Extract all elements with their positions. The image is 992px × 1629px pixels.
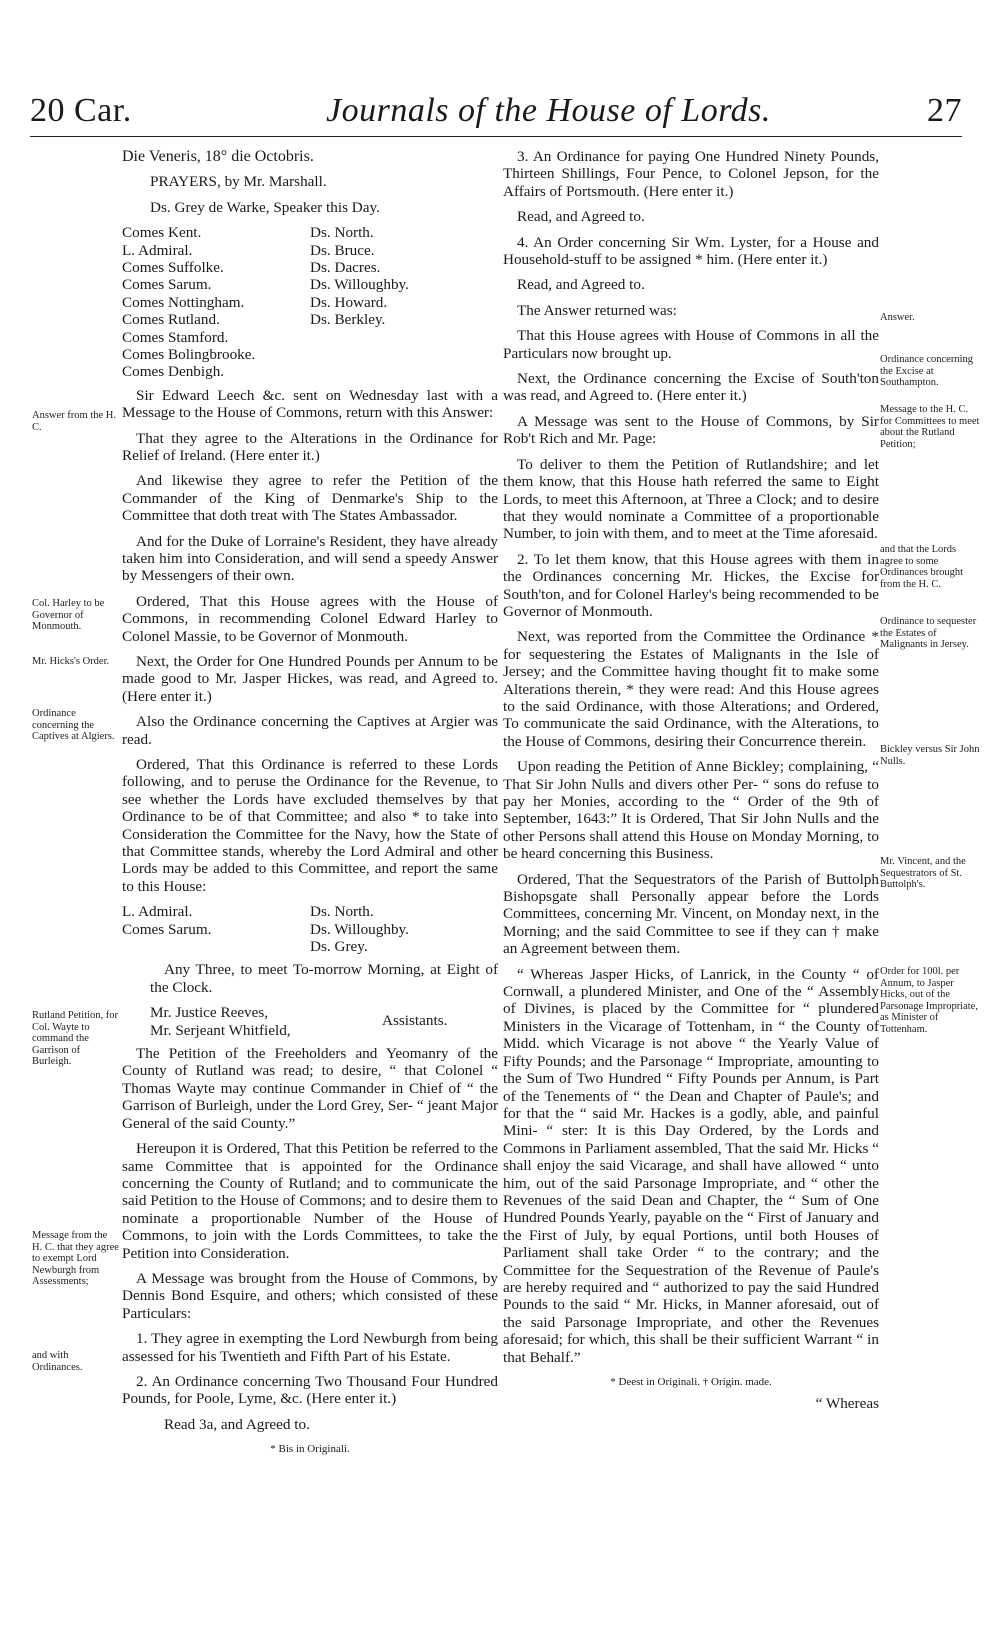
margin-note: Mr. Vincent, and the Sequestrators of St. Buttolph's.	[880, 856, 966, 890]
assistants-label: Assistants.	[382, 1012, 448, 1030]
paragraph: “ Whereas Jasper Hicks, of Lanrick, in the County “ of Cornwall, a plundered Minister, and One of the “ Assembly of Divines, is placed by the Committee for “ plundered Ministers in the Vicarage of Tottenham, in “ the County of Midd. which Vicarage is not above “ the Yearly Value of Fifty Pounds; and the Parsonage “ Impropriate, amounting to the Sum of Two Hundred “ Fifty Pounds per Annum, is Part of the Tenements of “ the Dean and Chapter of Paule's; and for that the “ said Mr. Hackes is a godly, able, and painful Mini- “ ster: It is this Day Ordered, by the Lords and Commons in Parliament assembled, That the said Mr. Hicks “ shall enjoy the said Vicarage, and shall have allowed “ unto him, out of the said Parsonage Impropriate, and “ other the Revenues of the said Dean and Chapter, the “ Sum of One Hundred Pounds Yearly, payable on the “ First of January and the First of July, by equal Portions, until both Houses of Parliament shall take Order “ to the contrary; and the Committee for the Sequestration of the Revenue of Paule's are hereby required and “ authorized to pay the said Hundred Pounds to the said “ Mr. Hicks, in Manner aforesaid, out of the said Parsonage Impropriate, and other the Revenues aforesaid; for which, this shall be their sufficient Warrant “ in that Behalf.”	[503, 965, 879, 1366]
attendee: Ds. Willoughby.	[310, 276, 409, 294]
paragraph: Next, was reported from the Committee the Ordinance * for sequestering the Estates of Malignants in the Isle of Jersey; and the Committee having thought fit to make some Alterations therein, * they were read: And this House agrees to the said Ordinance, with those Alterations; and Ordered, To communicate the said Ordinance, with the Alterations, to the House of Commons, desiring their Concurrence therein.	[503, 628, 879, 750]
attendee: Comes Suffolke.	[122, 259, 224, 276]
attendee: Comes Stamford.	[122, 328, 229, 346]
header-rule	[30, 136, 962, 137]
paragraph: Read 3a, and Agreed to.	[164, 1415, 310, 1433]
paragraph: Ordered, That this House agrees with the House of Commons, in recommending Colonel Edward Harley to Colonel Massie, to be Governor of Monmouth.	[122, 592, 498, 645]
assistant-name: Mr. Serjeant Whitfield,	[150, 1021, 291, 1039]
paragraph: A Message was sent to the House of Commons, by Sir Rob't Rich and Mr. Page:	[503, 412, 879, 448]
margin-note: Ordinance concerning the Excise at Southampton.	[880, 354, 973, 388]
attendee: Comes Denbigh.	[122, 363, 225, 381]
paragraph: That they agree to the Alterations in the Ordinance for Relief of Ireland. (Here enter it.)	[122, 429, 498, 464]
paragraph: Next, the Order for One Hundred Pounds per Annum to be made good to Mr. Jasper Hickes, was read, and Agreed to. (Here enter it.)	[122, 653, 498, 705]
paragraph: Next, the Ordinance concerning the Excise of South'ton was read, and Agreed to. (Here enter it.)	[503, 370, 879, 405]
attendee: Comes Bolingbrooke.	[122, 345, 256, 363]
paragraph: Also the Ordinance concerning the Captives at Argier was read.	[122, 713, 498, 748]
paragraph: Hereupon it is Ordered, That this Petition be referred to the same Committee that is appointed for the Ordinance concerning the County of Rutland; and to communicate the said Petition to the House of Commons; and to desire them to nominate a proportionable Number of the House of Commons, to join with the Lords Committees, to take the Petition into Consideration.	[122, 1140, 498, 1262]
committee-member: Ds. Willoughby.	[310, 920, 409, 938]
footnote: * Bis in Originali.	[270, 1443, 350, 1456]
attendee: L. Admiral.	[122, 241, 193, 259]
margin-note: Mr. Hicks's Order.	[32, 656, 110, 667]
paragraph: Ordered, That this Ordinance is referred to these Lords following, and to peruse the Ordinance for the Revenue, to see whether the Lords have excluded themselves by that Ordinance to be of that Committee; and also * to take into Consideration the Committee for the Navy, how the State of that Committee stands, whereby the Lord Admiral and other Lords may be added to this Committee, and report the same to this House:	[122, 756, 498, 895]
attendance-list	[122, 224, 498, 381]
assistant-name: Mr. Justice Reeves,	[150, 1004, 269, 1022]
paragraph: To deliver to them the Petition of Rutlandshire; and let them know, that this House hath referred the same to Eight Lords, to meet this Afternoon, at Three a Clock; and to desire that they would nominate a Committee of a proportionable Number, to join with them, and to meet at the Time aforesaid.	[503, 455, 879, 543]
date-line: Die Veneris, 18° die Octobris.	[122, 148, 314, 165]
paragraph: 1. They agree in exempting the Lord Newburgh from being assessed for his Twentieth and Fifth Part of his Estate.	[122, 1330, 498, 1365]
attendee: Ds. Bruce.	[310, 241, 375, 259]
margin-note: Answer.	[880, 312, 915, 323]
paragraph: Sir Edward Leech &c. sent on Wednesday last with a Message to the House of Commons, return with this Answer:	[122, 386, 498, 422]
paragraph: 4. An Order concerning Sir Wm. Lyster, for a House and Household-stuff to be assigned * him. (Here enter it.)	[503, 233, 879, 269]
header-page-number: 27	[927, 92, 962, 129]
margin-note: Bickley versus Sir John Nulls.	[880, 744, 980, 767]
paragraph: And for the Duke of Lorraine's Resident, they have already taken him into Consideration, and will send a speedy Answer by Messengers of their own.	[122, 532, 498, 585]
committee-list	[122, 903, 498, 955]
attendee: Ds. North.	[310, 224, 374, 242]
committee-member: Ds. Grey.	[310, 938, 368, 956]
committee-member: Comes Sarum.	[122, 920, 212, 938]
paragraph: The Petition of the Freeholders and Yeomanry of the County of Rutland was read; to desire, “ that Colonel “ Thomas Wayte may continue Commander in Chief of “ the Garrison of Burleigh, under the Lord Grey, Ser- “ jeant Major General of the said County.”	[122, 1045, 498, 1132]
margin-note: Message to the H. C. for Committees to meet about the Rutland Petition;	[880, 404, 980, 450]
margin-note: Ordinance concerning the Captives at Algiers.	[32, 708, 115, 742]
catchword: “ Whereas	[815, 1395, 879, 1413]
prayers-line: PRAYERS, by Mr. Marshall.	[150, 173, 327, 191]
attendee: Ds. Dacres.	[310, 259, 381, 276]
margin-note: Answer from the H. C.	[32, 410, 116, 433]
header-regnal-year: 20 Car.	[30, 92, 132, 129]
left-column	[122, 148, 498, 1459]
paragraph: The Answer returned was:	[517, 301, 677, 319]
attendee: Comes Rutland.	[122, 311, 220, 329]
paragraph: Ordered, That the Sequestrators of the Parish of Buttolph Bishopsgate shall Personally appear before the Lords Committees, concerning Mr. Vincent, on Monday next, in the Morning; and the said Committee to see if they can † make an Agreement between them.	[503, 870, 879, 958]
attendee: Comes Kent.	[122, 224, 202, 242]
footnotes: * Deest in Originali. † Origin. made.	[610, 1376, 772, 1388]
header-title: Journals of the House of Lords.	[326, 92, 771, 129]
attendee: Comes Sarum.	[122, 276, 212, 294]
attendee: Comes Nottingham.	[122, 293, 245, 311]
speaker-line: Ds. Grey de Warke, Speaker this Day.	[150, 198, 380, 216]
right-column	[503, 148, 879, 1413]
paragraph: Any Three, to meet To-morrow Morning, at Eight of the Clock.	[150, 961, 498, 996]
paragraph: That this House agrees with House of Commons in all the Particulars now brought up.	[503, 327, 879, 362]
margin-note: Message from the H. C. that they agree to exempt Lord Newburgh from Assessments;	[32, 1230, 119, 1287]
paragraph: Upon reading the Petition of Anne Bickley; complaining, “ That Sir John Nulls and divers other Per- “ sons do refuse to pay her Monies, according to the “ Order of the 9th of September, 1643:” It is Ordered, That Sir John Nulls and the other Persons shall attend this House on Monday Morning, to be heard concerning this Business.	[503, 758, 879, 863]
paragraph: 2. An Ordinance concerning Two Thousand Four Hundred Pounds, for Poole, Lyme, &c. (Here enter it.)	[122, 1372, 498, 1408]
margin-note: Col. Harley to be Governor of Monmouth.	[32, 598, 105, 632]
assistants-block	[122, 1004, 498, 1039]
attendee: Ds. Howard.	[310, 293, 388, 311]
margin-note: Ordinance to sequester the Estates of Malignants in Jersey.	[880, 616, 977, 650]
margin-note: Rutland Petition, for Col. Wayte to command the Garrison of Burleigh.	[32, 1010, 119, 1067]
committee-member: Ds. North.	[310, 903, 374, 921]
margin-note: Order for 100l. per Annum, to Jasper Hicks, out of the Parsonage Impropriate, as Minister of Tottenham.	[880, 966, 978, 1035]
paragraph: And likewise they agree to refer the Petition of the Commander of the King of Denmarke's Ship to the Committee that doth treat with The States Ambassador.	[122, 472, 498, 525]
paragraph: 2. To let them know, that this House agrees with them in the Ordinances concerning Mr. Hickes, the Excise for South'ton, and for Colonel Harley's being recommended to be Governor of Monmouth.	[503, 550, 879, 620]
margin-note: and with Ordinances.	[32, 1350, 83, 1373]
margin-note: and that the Lords agree to some Ordinances brought from the H. C.	[880, 544, 964, 590]
paragraph: 3. An Ordinance for paying One Hundred Ninety Pounds, Thirteen Shillings, Four Pence, to Colonel Jepson, for the Affairs of Portsmouth. (Here enter it.)	[503, 148, 879, 200]
committee-member: L. Admiral.	[122, 903, 193, 921]
paragraph: A Message was brought from the House of Commons, by Dennis Bond Esquire, and others; which consisted of these Particulars:	[122, 1269, 498, 1322]
paragraph: Read, and Agreed to.	[517, 276, 645, 294]
paragraph: Read, and Agreed to.	[517, 208, 645, 226]
attendee: Ds. Berkley.	[310, 311, 386, 329]
